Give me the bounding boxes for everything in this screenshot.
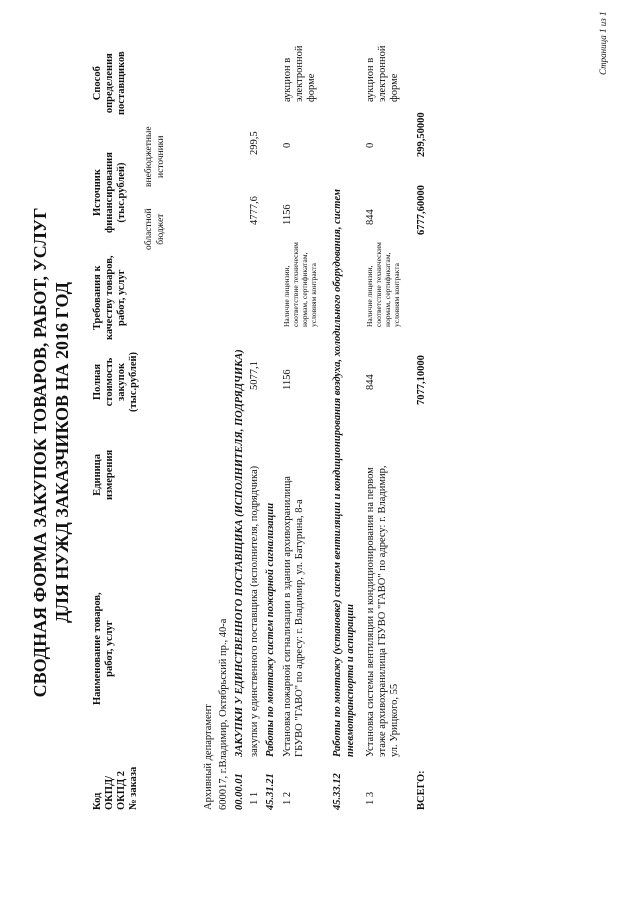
row-3-no: 1 3 — [365, 791, 376, 805]
header-funding: Источник финансирования (тыс.рублей) — [92, 152, 127, 233]
row-3-method: аукцион в электронной форме — [365, 45, 400, 102]
section-title-3: Работы по монтажу (установке) систем вентиляции и кондиционирования воздуха, холодильного оборудования, систем — [332, 189, 343, 757]
document-title-line2: ДЛЯ НУЖД ЗАКАЗЧИКОВ НА 2016 ГОД — [52, 282, 72, 623]
header-method: Способ определения поставщиков — [92, 51, 127, 115]
row-2-regional: 1156 — [282, 204, 293, 225]
section-code-2: 45.31.21 — [265, 773, 276, 810]
section-code-1: 00.00.01 — [234, 773, 245, 810]
header-total-cost: Полная стоимость закупок (тыс.рублей) — [92, 351, 139, 412]
header-unit: Единица измерения — [92, 449, 115, 500]
row-3-cost: 844 — [365, 374, 376, 390]
row-3-regional: 844 — [365, 209, 376, 225]
customer-name: Архивный департамент — [203, 704, 214, 810]
header-funding-offbudget: внебюджетные источники — [144, 126, 166, 187]
section-title-1: ЗАКУПКИ У ЕДИНСТВЕННОГО ПОСТАВЩИКА (ИСПОЛНИТЕЛЯ, ПОДРЯДЧИКА) — [234, 349, 245, 757]
header-funding-regional: областной бюджет — [144, 208, 166, 250]
page-number: Страница 1 из 1 — [598, 11, 608, 75]
totals-label: ВСЕГО: — [416, 770, 427, 810]
row-1-name: закупки у единственного поставщика (исполнителя, подрядчика) — [249, 465, 260, 757]
row-2-cost: 1156 — [282, 369, 293, 390]
row-3-name: Установка системы вентиляции и кондиционирования на первом этаже архивохранилища ГБУВО "ГАВО" по адресу: г. Владимир, ул. Урицкого, 55 — [365, 465, 400, 757]
row-1-cost: 5077,1 — [249, 361, 260, 390]
header-requirements: Требования к качеству товаров, работ, услуг — [92, 255, 127, 340]
section-title-2: Работы по монтажу систем пожарной сигнализации — [265, 502, 276, 757]
row-2-method: аукцион в электронной форме — [282, 45, 317, 102]
document-title-line1: СВОДНАЯ ФОРМА ЗАКУПОК ТОВАРОВ, РАБОТ, УСЛУГ — [30, 207, 50, 698]
section-title-3-cont: пневмотранспорта и аспирации — [345, 604, 356, 757]
header-code: Код ОКПД/ ОКПД 2 № заказа — [92, 766, 139, 810]
row-2-name: Установка пожарной сигнализации в здании архивохранилища ГБУВО "ГАВО" по адресу: г. Владимир, ул. Батурина, 8-а — [282, 476, 305, 757]
row-1-no: 1 1 — [249, 791, 260, 805]
row-2-offbudget: 0 — [282, 142, 293, 148]
row-2-requirements: Наличие лицензии, соответствие техническим нормам, сертификатам, условиям контракта — [282, 242, 318, 327]
totals-offbudget: 299,50000 — [416, 112, 427, 157]
row-2-no: 1 2 — [282, 791, 293, 805]
row-3-requirements: Наличие лицензии, соответствие техническим нормам, сертификатам, условиям контракта — [365, 242, 401, 327]
row-1-regional: 4777,6 — [249, 196, 260, 225]
customer-address: 600017, г.Владимир, Октябрьский пр., 40-а — [218, 618, 229, 810]
header-name: Наименование товаров, работ, услуг — [92, 592, 115, 705]
section-code-3: 45.33.12 — [332, 773, 343, 810]
row-3-offbudget: 0 — [365, 142, 376, 148]
totals-regional: 6777,60000 — [416, 185, 427, 235]
row-1-offbudget: 299,5 — [249, 131, 260, 155]
totals-cost: 7077,10000 — [416, 355, 427, 405]
